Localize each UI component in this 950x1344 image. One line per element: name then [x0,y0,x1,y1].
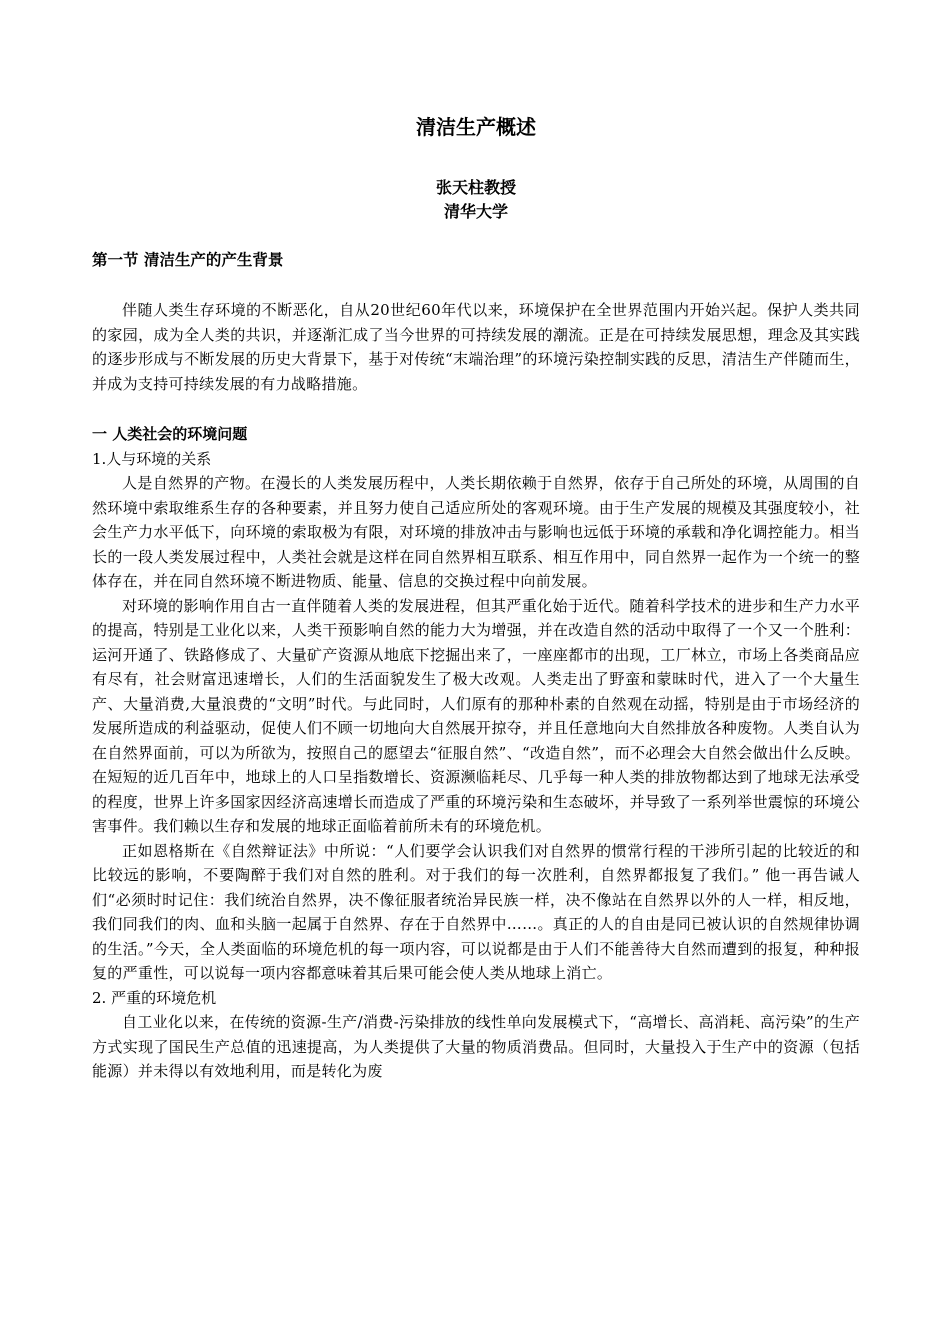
section-heading: 第一节 清洁生产的产生背景 [92,251,284,269]
item1-heading: 1.人与环境的关系 [92,449,212,468]
paragraph: 正如恩格斯在《自然辩证法》中所说：“人们要学会认识我们对自然界的惯常行程的干涉所引起的比较近的和比较远的影响，不要陶醉于我们对自然的胜利。对于我们的每一次胜利，自然界都报复了我们。” 他一再告诫人们“必须时时记住：我们统治自然界，决不像征服者统治异民族一样，决不像站在自然界以外的人一样，相反地，我们同我们的肉、血和头脑一起属于自然界、存在于自然界中……。真正的人的自由是同已被认识的自然规律协调的生活。”今天，全人类面临的环境危机的每一项内容，可以说都是由于人们不能善待大自然而遭到的报复，种种报复的严重性，可以说每一项内容都意味着其后果可能会使人类从地球上消亡。 [92,841,860,982]
author-name: 张天柱教授 [435,178,516,197]
author-affiliation: 清华大学 [443,202,508,221]
document-title: 清洁生产概述 [416,115,536,139]
item2-heading: 2. 严重的环境危机 [92,988,217,1007]
paragraph: 人是自然界的产物。在漫长的人类发展历程中，人类长期依赖于自然界，依存于自己所处的环境，从周围的自然环境中索取维系生存的各种要素，并且努力使自己适应所处的客观环境。由于生产发展的规模及其强度较小，社会生产力水平低下，向环境的索取极为有限，对环境的排放冲击与影响也远低于环境的承载和净化调控能力。相当长的一段人类发展过程中，人类社会就是这样在同自然界相互联系、相互作用中，同自然界一起作为一个统一的整体存在，并在同自然环境不断进物质、能量、信息的交换过程中向前发展。 [92,474,860,590]
subsection-heading: 一 人类社会的环境问题 [92,425,248,443]
document-body [92,112,860,1084]
paragraph: 自工业化以来，在传统的资源-生产/消费-污染排放的线性单向发展模式下，“高增长、高消耗、高污染”的生产方式实现了国民生产总值的迅速提高，为人类提供了大量的物质消费品。但同时，大量投入于生产中的资源（包括能源）并未得以有效地利用，而是转化为废 [92,1013,860,1080]
intro-paragraph: 伴随人类生存环境的不断恶化，自从20世纪60年代以来，环境保护在全世界范围内开始兴起。保护人类共同的家园，成为全人类的共识，并逐渐汇成了当今世界的可持续发展的潮流。正是在可持续发展思想，理念及其实践的逐步形成与不断发展的历史大背景下，基于对传统“末端治理”的环境污染控制实践的反思，清洁生产伴随而生，并成为支持可持续发展的有力战略措施。 [92,301,860,393]
paragraph: 对环境的影响作用自古一直伴随着人类的发展进程，但其严重化始于近代。随着科学技术的进步和生产力水平的提高，特别是工业化以来，人类干预影响自然的能力大为增强，并在改造自然的活动中取得了一个又一个胜利：运河开通了、铁路修成了、大量矿产资源从地底下挖掘出来了，一座座都市的出现，工厂林立，市场上各类商品应有尽有，社会财富迅速增长，人们的生活面貌发生了极大改观。人类走出了野蛮和蒙昧时代，进入了一个大量生产、大量消费,大量浪费的“文明”时代。与此同时，人们原有的那种朴素的自然观在动摇，特别是由于市场经济的发展所造成的利益驱动，促使人们不顾一切地向大自然展开掠夺，并且任意地向大自然排放各种废物。人类自认为在自然界面前，可以为所欲为，按照自己的愿望去“征服自然”、“改造自然”，而不必理会大自然会做出什么反映。在短短的近几百年中，地球上的人口呈指数增长、资源濒临耗尽、几乎每一种人类的排放物都达到了地球无法承受的程度，世界上许多国家因经济高速增长而造成了严重的环境污染和生态破坏，并导致了一系列举世震惊的环境公害事件。我们赖以生存和发展的地球正面临着前所未有的环境危机。 [92,596,860,835]
